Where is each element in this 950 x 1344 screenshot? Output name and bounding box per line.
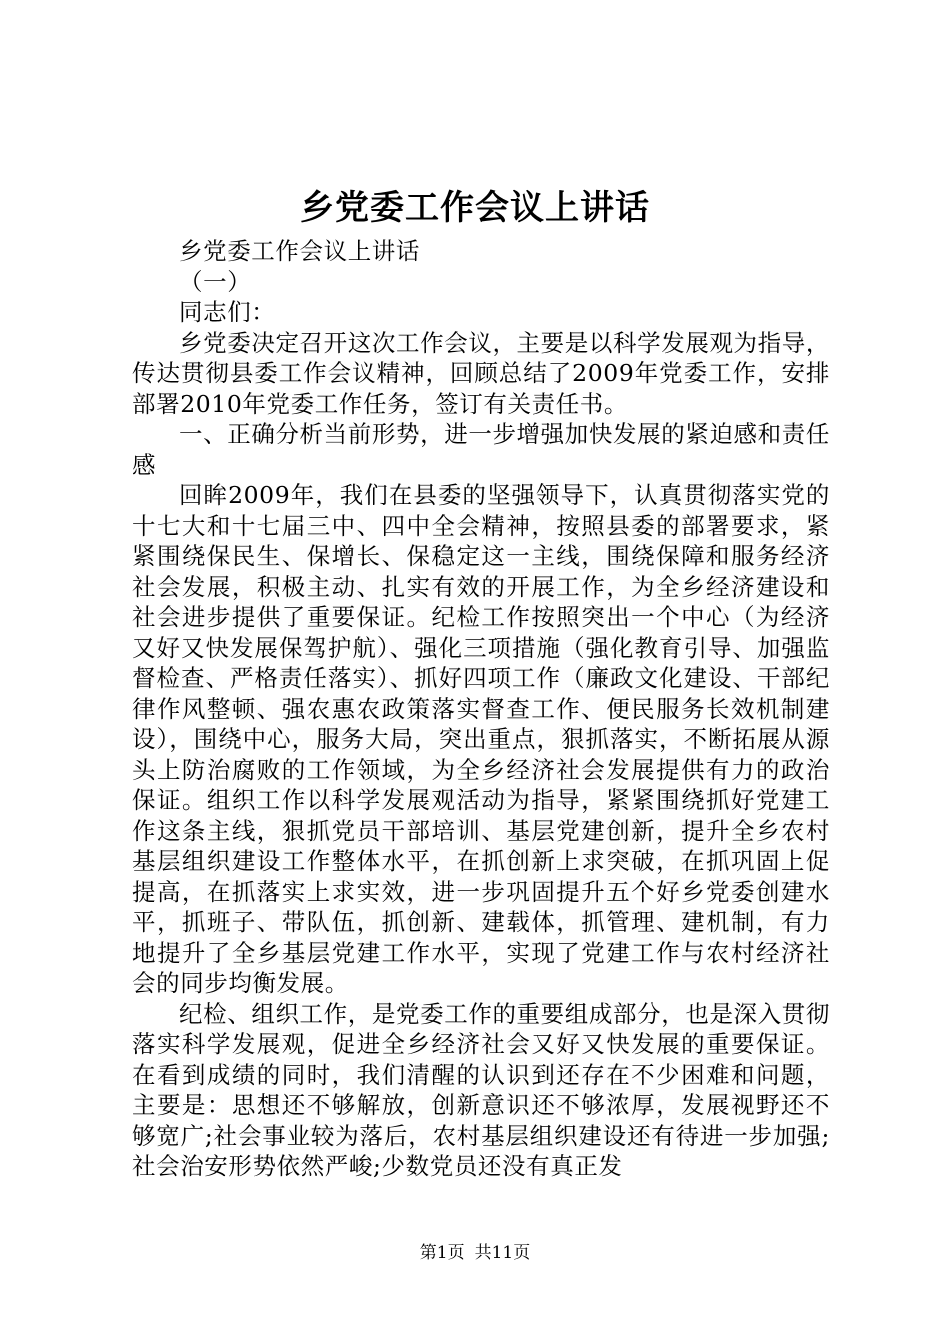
page-footer — [0, 1242, 950, 1264]
intro-paragraph: 乡党委决定召开这次工作会议，主要是以科学发展观为指导，传达贯彻县委工作会议精神，回顾总结了2009年党委工作，安排部署2010年党委工作任务，签订有关责任书。 — [132, 328, 830, 418]
subtitle-paragraph: 乡党委工作会议上讲话 — [179, 237, 420, 265]
document-title: 乡党委工作会议上讲话 — [300, 188, 650, 228]
section-number-paragraph: （一） — [179, 267, 252, 296]
page-number: 第1页 — [419, 1243, 465, 1263]
problems-paragraph: 纪检、组织工作，是党委工作的重要组成部分，也是深入贯彻落实科学发展观，促进全乡经济社会又好又快发展的重要保证。在看到成绩的同时，我们清醒的认识到还存在不少困难和问题，主要是：思想还不够解放，创新意识还不够浓厚，发展视野还不够宽广;社会事业较为落后，农村基层组织建设还有待进一步加强;社会治安形势依然严峻;少数党员还没有真正发 — [132, 999, 830, 1180]
document-body — [132, 236, 830, 1182]
review-paragraph: 回眸2009年，我们在县委的坚强领导下，认真贯彻落实党的十七大和十七届三中、四中全会精神，按照县委的部署要求，紧紧围绕保民生、保增长、保稳定这一主线，围绕保障和服务经济社会发展，积极主动、扎实有效的开展工作，为全乡经济建设和社会进步提供了重要保证。纪检工作按照突出一个中心（为经济又好又快发展保驾护航）、强化三项措施（强化教育引导、加强监督检查、严格责任落实）、抓好四项工作（廉政文化建设、干部纪律作风整顿、强农惠农政策落实督查工作、便民服务长效机制建设），围绕中心，服务大局，突出重点，狠抓落实，不断拓展从源头上防治腐败的工作领域，为全乡经济社会发展提供有力的政治保证。组织工作以科学发展观活动为指导，紧紧围绕抓好党建工作这条主线，狠抓党员干部培训、基层党建创新，提升全乡农村基层组织建设工作整体水平，在抓创新上求突破，在抓巩固上促提高，在抓落实上求实效，进一步巩固提升五个好乡党委创建水平，抓班子、带队伍，抓创新、建载体，抓管理、建机制，有力地提升了全乡基层党建工作水平，实现了党建工作与农村经济社会的同步均衡发展。 — [132, 481, 830, 997]
page-total: 共11页 — [474, 1243, 531, 1263]
section-heading-paragraph: 一、正确分析当前形势，进一步增强加快发展的紧迫感和责任感 — [132, 420, 830, 479]
salutation-paragraph: 同志们： — [179, 298, 276, 326]
